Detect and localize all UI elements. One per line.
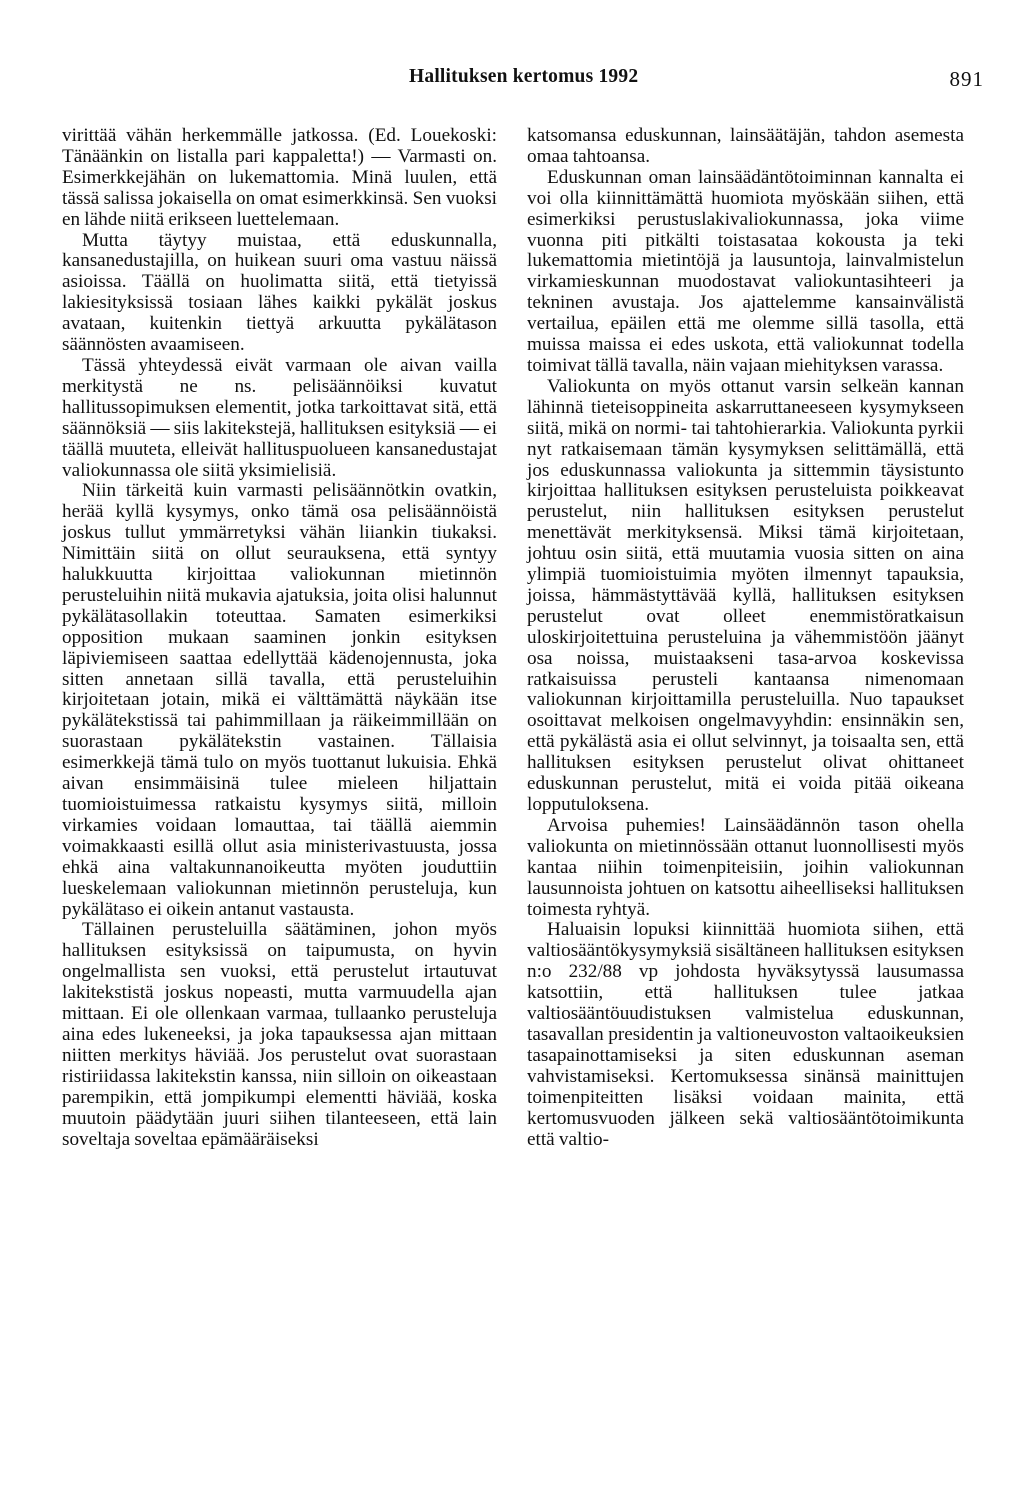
- paragraph: Valiokunta on myös ottanut varsin selkeän kannan lähinnä tieteisoppineita askarruttaneeseen kysymykseen siitä, mikä on normi- tai tahtohierarkia. Valiokunta pyrkii nyt ratkaisemaan tämän kysymyksen selittämällä, että jos eduskunnassa valiokunta ja sittemmin täysistunto kirjoittaa hallituksen esityksen perusteluista poikkeavat perustelut, niin hallituksen esityksen perustelut menettävät merkityksensä. Miksi tämä kirjoitetaan, johtuu osin siitä, että muutamia vuosia sitten on aina ylimpiä tuomioistuimia myöten ilmennyt tapauksia, joissa, hämmästyttävää kyllä, hallituksen esityksen perustelut ovat olleet enemmistöratkaisun uloskirjoitettuina perusteluina ja vähemmistöön jäänyt osa noissa, muistaakseni tasa-arvoa koskevissa ratkaisuissa perusteli kantaansa nimenomaan valiokunnan kirjoittamilla perusteluilla. Nuo tapaukset osoittavat melkoisen ongelmavyyhdin: ensinnäkin sen, että pykälästä asia ei ollut selvinnyt, ja toisaalta sen, että hallituksen esityksen perustelut olivat ohittaneet eduskunnan perustelut, mitä ei voida pitää oikeana lopputuloksena.: [527, 375, 964, 815]
- paragraph: Niin tärkeitä kuin varmasti pelisäännötkin ovatkin, herää kyllä kysymys, onko tämä osa pelisäännöistä joskus tullut ymmärretyksi vähän liiankin tiukaksi. Nimittäin siitä on ollut seurauksena, että syntyy halukkuutta kirjoittaa valiokunnan mietinnön perusteluihin niitä mukavia ajatuksia, joita olisi halunnut pykälätasollakin toteuttaa. Samaten esimerkiksi opposition mukaan saaminen jonkin esityksen läpiviemiseen saattaa edellyttää kädenojennusta, joka sitten annetaan sillä tavalla, että perusteluihin kirjoitetaan jotain, mikä ei välttämättä näykään itse pykälätekstissä tai pahimmillaan ja räikeimmillään on suorastaan pykälätekstin vastainen. Tällaisia esimerkkejä tämä tulo on myös tuottanut lukuisia. Ehkä aivan ensimmäisinä tulee mieleen hiljattain tuomioistuimessa ratkaistu kysymys siitä, milloin virkamies voidaan lomauttaa, tai täällä aiemmin voimakkaasti esillä ollut asia ministerivastuusta, jossa ehkä aina valtakunnanoikeutta myöten jouduttiin lueskelemaan valiokunnan mietinnön perusteluja, kun pykälätaso ei oikein antanut vastausta.: [62, 480, 497, 920]
- paragraph: Arvoisa puhemies! Lainsäädännön tason ohella valiokunta on mietinnössään ottanut luonnollisesti myös kantaa niihin toimenpiteisiin, joihin valiokunnan lausunnoista johtuen on katsottu aiheelliseksi hallituksen toimesta ryhtyä.: [527, 814, 964, 920]
- paragraph: Tällainen perusteluilla säätäminen, johon myös hallituksen esityksissä on taipumusta, on hyvin ongelmallista sen vuoksi, että perustelut irtautuvat lakitekstistä joskus nopeasti, mutta varmuudella ajan mittaan. Ei ole ollenkaan varmaa, tullaanko perusteluja aina edes lukeneeksi, ja joka tapauksessa ajan mittaan niitten merkitys häviää. Jos perustelut ovat suorastaan ristiriidassa lakitekstin kanssa, niin silloin on oikeastaan parempikin, että jompikumpi elementti häviää, koska muutoin päädytään juuri siihen tilanteeseen, että lain soveltaja soveltaa epämääräiseksi: [62, 919, 497, 1150]
- running-header-title: Hallituksen kertomus 1992: [409, 66, 639, 87]
- paragraph: katsomansa eduskunnan, lainsäätäjän, tahdon asemesta omaa tahtoansa.: [527, 125, 964, 167]
- paragraph: Haluaisin lopuksi kiinnittää huomiota siihen, että valtiosääntökysymyksiä sisältäneen hallituksen esityksen n:o 232/88 vp johdosta hyväksytyssä lausumassa katsottiin, että hallituksen tulee jatkaa valtiosääntöuudistuksen valmistelua eduskunnan, tasavallan presidentin ja valtioneuvoston valtaoikeuksien tasapainottamiseksi ja siten eduskunnan aseman vahvistamiseksi. Kertomuksessa sinänsä mainittujen toimenpiteitten lisäksi voidaan mainita, että kertomusvuoden jälkeen sekä valtiosääntötoimikunta että valtio-: [527, 919, 964, 1150]
- paragraph: virittää vähän herkemmälle jatkossa. (Ed. Louekoski: Tänäänkin on listalla pari kappaletta!) — Varmasti on. Esimerkkejähän on lukemattomia. Minä luulen, että tässä salissa jokaisella on omat esimerkkinsä. Sen vuoksi en lähde niitä erikseen luettelemaan.: [62, 125, 497, 230]
- paragraph: Mutta täytyy muistaa, että eduskunnalla, kansanedustajilla, on huikean suuri oma vastuu näissä asioissa. Täällä on huolimatta siitä, että tietyissä lakiesityksissä tosiaan lähes kaikki pykälät joskus avataan, kuitenkin tiettyä arkuutta pykälätason säännösten avaamiseen.: [62, 229, 497, 356]
- left-column: [62, 126, 497, 1150]
- running-header: [0, 66, 1024, 96]
- paragraph: Tässä yhteydessä eivät varmaan ole aivan vailla merkitystä ne ns. pelisäännöiksi kuvatut hallitussopimuksen elementit, jotka tarkoittavat sitä, että säännöksiä — siis lakitekstejä, hallituksen esityksiä — ei täällä muuteta, elleivät hallituspuolueen kansanedustajat valiokunnassa ole siitä yksimielisiä.: [62, 354, 497, 481]
- paragraph: Eduskunnan oman lainsäädäntötoiminnan kannalta ei voi olla kiinnittämättä huomiota myöskään siihen, että esimerkiksi perustuslakivaliokunnassa, joka viime vuonna piti pitkälti toistasataa kokousta ja teki lukemattomia mietintöjä ja lausuntoja, lainvalmistelun virkamieskunnan muodostavat valiokuntasihteeri ja tekninen avustaja. Jos ajattelemme kansainvälistä vertailua, epäilen että me olemme sillä tasolla, että muissa maissa ei edes uskota, että valiokunnat todella toimivat tällä tavalla, näin vajaan miehityksen varassa.: [527, 166, 964, 376]
- right-column: [527, 126, 964, 1150]
- page-number: 891: [949, 67, 984, 91]
